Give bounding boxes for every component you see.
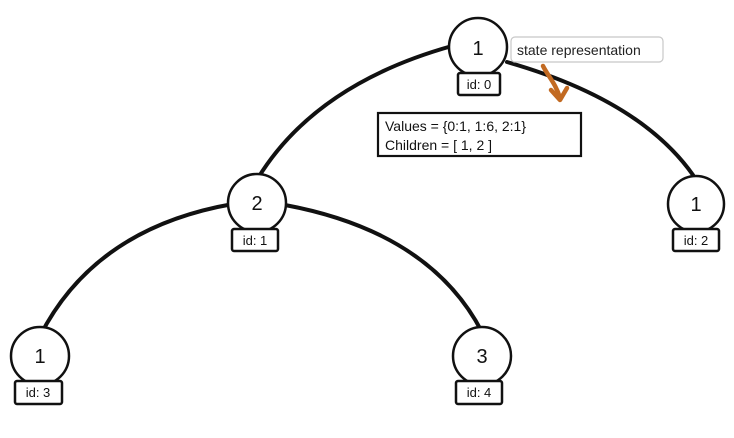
tree-node-4 (453, 327, 511, 404)
node-id-label: id: 2 (683, 233, 709, 248)
state-representation-annotation (511, 37, 663, 62)
node-value: 2 (251, 193, 263, 215)
state-values-line: Values = {0:1, 1:6, 2:1} (385, 118, 527, 134)
node-id-label: id: 1 (242, 233, 268, 248)
tree-node-1 (228, 174, 286, 251)
state-children-line: Children = [ 1, 2 ] (385, 137, 493, 153)
node-value: 3 (476, 346, 488, 368)
tree-node-2 (668, 176, 724, 251)
annotation-label: state representation (517, 42, 641, 58)
edge-1-3 (40, 204, 233, 336)
node-value: 1 (34, 346, 46, 368)
node-id-label: id: 0 (466, 77, 492, 92)
node-id-label: id: 4 (466, 385, 492, 400)
node-id-label: id: 3 (25, 385, 51, 400)
edge-1-4 (285, 205, 482, 332)
tree-node-3 (11, 327, 69, 404)
tree-node-0 (449, 18, 507, 95)
state-callout (378, 113, 581, 156)
node-value: 1 (690, 194, 702, 216)
node-value: 1 (472, 38, 484, 60)
